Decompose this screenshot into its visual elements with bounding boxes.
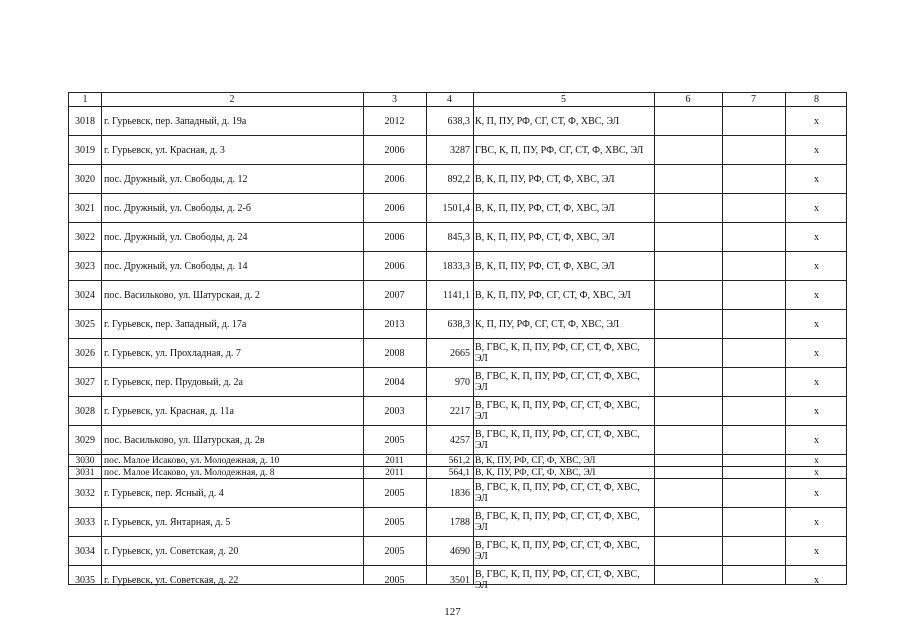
column-divider xyxy=(722,93,723,584)
cell-systems: В, К, П, ПУ, РФ, СТ, Ф, ХВС, ЭЛ xyxy=(475,260,615,272)
cell-num: 3020 xyxy=(75,173,95,185)
table-row xyxy=(69,339,846,367)
cell-col7 xyxy=(722,165,785,193)
cell-mark: х xyxy=(814,289,819,301)
cell-mark: х xyxy=(814,144,819,156)
column-header-7: 7 xyxy=(751,94,756,105)
cell-area: 1833,3 xyxy=(442,260,470,272)
cell-num: 3032 xyxy=(75,487,95,499)
cell-mark: х xyxy=(814,202,819,214)
cell-systems: В, К, П, ПУ, РФ, СГ, СТ, Ф, ХВС, ЭЛ xyxy=(475,289,631,301)
cell-num: 3021 xyxy=(75,202,95,214)
cell-address: г. Гурьевск, пер. Прудовый, д. 2а xyxy=(104,376,243,388)
column-divider xyxy=(654,93,655,584)
cell-year: 2007 xyxy=(384,289,405,301)
cell-area: 845,3 xyxy=(447,231,470,243)
cell-area: 564,1 xyxy=(448,467,470,478)
cell-area: 638,3 xyxy=(447,318,470,330)
table-row xyxy=(69,368,846,396)
cell-col7 xyxy=(722,479,785,507)
cell-mark: х xyxy=(814,434,819,446)
cell-address: пос. Малое Исаково, ул. Молодежная, д. 8 xyxy=(104,467,275,478)
cell-mark: х xyxy=(814,574,819,586)
cell-col7 xyxy=(722,467,785,478)
table-row xyxy=(69,165,846,193)
cell-area: 561,2 xyxy=(448,455,470,466)
cell-area: 4690 xyxy=(450,545,470,557)
column-divider xyxy=(785,93,786,584)
cell-mark: х xyxy=(814,260,819,272)
cell-systems: В, ГВС, К, П, ПУ, РФ, СГ, СТ, Ф, ХВС, ЭЛ xyxy=(475,342,640,364)
cell-col6 xyxy=(654,107,722,135)
cell-col6 xyxy=(654,165,722,193)
cell-num: 3023 xyxy=(75,260,95,272)
cell-num: 3030 xyxy=(75,455,95,466)
cell-address: г. Гурьевск, ул. Советская, д. 22 xyxy=(104,574,239,586)
table-row xyxy=(69,252,846,280)
cell-col7 xyxy=(722,252,785,280)
cell-col6 xyxy=(654,194,722,222)
cell-area: 4257 xyxy=(450,434,470,446)
cell-col6 xyxy=(654,537,722,565)
cell-systems: В, ГВС, К, П, ПУ, РФ, СГ, СТ, Ф, ХВС, ЭЛ xyxy=(475,371,640,393)
cell-mark: х xyxy=(814,115,819,127)
cell-num: 3029 xyxy=(75,434,95,446)
cell-year: 2006 xyxy=(384,202,405,214)
cell-num: 3028 xyxy=(75,405,95,417)
cell-address: пос. Дружный, ул. Свободы, д. 2-б xyxy=(104,202,251,214)
cell-area: 638,3 xyxy=(447,115,470,127)
cell-systems: В, ГВС, К, П, ПУ, РФ, СГ, СТ, Ф, ХВС, ЭЛ xyxy=(475,511,640,533)
cell-mark: х xyxy=(814,516,819,528)
cell-mark: х xyxy=(814,376,819,388)
cell-area: 3501 xyxy=(450,574,470,586)
table-row xyxy=(69,194,846,222)
cell-col6 xyxy=(654,339,722,367)
cell-col6 xyxy=(654,281,722,309)
cell-systems: В, К, П, ПУ, РФ, СТ, Ф, ХВС, ЭЛ xyxy=(475,173,615,185)
cell-mark: х xyxy=(814,347,819,359)
cell-num: 3026 xyxy=(75,347,95,359)
cell-address: пос. Дружный, ул. Свободы, д. 12 xyxy=(104,173,248,185)
cell-col7 xyxy=(722,136,785,164)
cell-systems: К, П, ПУ, РФ, СГ, СТ, Ф, ХВС, ЭЛ xyxy=(475,115,620,127)
cell-mark: х xyxy=(814,455,819,466)
page-number: 127 xyxy=(444,606,461,618)
cell-col7 xyxy=(722,397,785,425)
column-header-3: 3 xyxy=(392,94,397,105)
cell-systems: В, ГВС, К, П, ПУ, РФ, СГ, СТ, Ф, ХВС, ЭЛ xyxy=(475,400,640,422)
column-divider xyxy=(363,93,364,584)
cell-year: 2005 xyxy=(384,434,405,446)
cell-year: 2005 xyxy=(384,516,405,528)
table-row xyxy=(69,281,846,309)
cell-address: г. Гурьевск, пер. Западный, д. 19а xyxy=(104,115,247,127)
cell-address: пос. Васильково, ул. Шатурская, д. 2в xyxy=(104,434,265,446)
cell-area: 2217 xyxy=(450,405,470,417)
cell-year: 2013 xyxy=(384,318,405,330)
cell-num: 3027 xyxy=(75,376,95,388)
cell-address: г. Гурьевск, ул. Красная, д. 11а xyxy=(104,405,234,417)
table-row xyxy=(69,426,846,454)
table-row xyxy=(69,455,846,466)
column-header-1: 1 xyxy=(82,94,88,105)
cell-area: 2665 xyxy=(450,347,470,359)
cell-year: 2011 xyxy=(385,467,404,478)
table-row xyxy=(69,467,846,478)
column-divider xyxy=(101,93,102,584)
cell-col7 xyxy=(722,426,785,454)
table-row xyxy=(69,397,846,425)
cell-col6 xyxy=(654,426,722,454)
cell-systems: В, К, ПУ, РФ, СГ, Ф, ХВС, ЭЛ xyxy=(475,467,596,478)
cell-address: пос. Малое Исаково, ул. Молодежная, д. 10 xyxy=(104,455,280,466)
column-divider xyxy=(473,93,474,584)
cell-mark: х xyxy=(814,487,819,499)
table-row xyxy=(69,310,846,338)
cell-year: 2006 xyxy=(384,173,405,185)
cell-num: 3033 xyxy=(75,516,95,528)
cell-area: 1788 xyxy=(450,516,470,528)
cell-area: 1141,1 xyxy=(442,289,470,301)
cell-systems: В, К, П, ПУ, РФ, СТ, Ф, ХВС, ЭЛ xyxy=(475,231,615,243)
cell-year: 2003 xyxy=(384,405,405,417)
cell-col7 xyxy=(722,194,785,222)
cell-mark: х xyxy=(814,545,819,557)
cell-address: г. Гурьевск, ул. Янтарная, д. 5 xyxy=(104,516,231,528)
column-header-6: 6 xyxy=(685,94,691,105)
cell-col6 xyxy=(654,508,722,536)
cell-year: 2005 xyxy=(384,487,405,499)
cell-year: 2005 xyxy=(384,545,405,557)
cell-col6 xyxy=(654,455,722,466)
table-row xyxy=(69,136,846,164)
cell-systems: В, ГВС, К, П, ПУ, РФ, СГ, СТ, Ф, ХВС, ЭЛ xyxy=(475,429,640,451)
table-row xyxy=(69,479,846,507)
cell-num: 3035 xyxy=(75,574,95,586)
cell-col7 xyxy=(722,566,785,594)
cell-systems: В, ГВС, К, П, ПУ, РФ, СГ, СТ, Ф, ХВС, ЭЛ xyxy=(475,569,640,591)
cell-col7 xyxy=(722,281,785,309)
cell-col7 xyxy=(722,508,785,536)
column-header-5: 5 xyxy=(561,94,566,105)
cell-col7 xyxy=(722,368,785,396)
cell-year: 2006 xyxy=(384,231,405,243)
cell-mark: х xyxy=(814,231,819,243)
cell-col7 xyxy=(722,223,785,251)
table-row xyxy=(69,537,846,565)
housing-register-table xyxy=(68,92,847,591)
cell-address: г. Гурьевск, ул. Красная, д. 3 xyxy=(104,144,225,156)
column-header-4: 4 xyxy=(447,94,452,105)
cell-mark: х xyxy=(814,467,819,478)
cell-mark: х xyxy=(814,405,819,417)
cell-address: г. Гурьевск, пер. Ясный, д. 4 xyxy=(104,487,224,499)
cell-col6 xyxy=(654,252,722,280)
cell-col7 xyxy=(722,339,785,367)
cell-address: г. Гурьевск, ул. Прохладная, д. 7 xyxy=(104,347,241,359)
cell-year: 2005 xyxy=(384,574,405,586)
cell-systems: В, ГВС, К, П, ПУ, РФ, СГ, СТ, Ф, ХВС, ЭЛ xyxy=(475,540,640,562)
cell-col6 xyxy=(654,310,722,338)
cell-systems: В, К, П, ПУ, РФ, СТ, Ф, ХВС, ЭЛ xyxy=(475,202,615,214)
cell-systems: В, ГВС, К, П, ПУ, РФ, СГ, СТ, Ф, ХВС, ЭЛ xyxy=(475,482,640,504)
cell-num: 3019 xyxy=(75,144,95,156)
table-row xyxy=(69,223,846,251)
cell-mark: х xyxy=(814,173,819,185)
cell-num: 3024 xyxy=(75,289,95,301)
cell-num: 3031 xyxy=(75,467,95,478)
cell-year: 2012 xyxy=(384,115,405,127)
cell-systems: В, К, ПУ, РФ, СГ, Ф, ХВС, ЭЛ xyxy=(475,455,596,466)
cell-year: 2008 xyxy=(384,347,405,359)
cell-col6 xyxy=(654,566,722,594)
cell-systems: ГВС, К, П, ПУ, РФ, СГ, СТ, Ф, ХВС, ЭЛ xyxy=(475,144,644,156)
cell-year: 2006 xyxy=(384,260,405,272)
cell-area: 892,2 xyxy=(447,173,470,185)
cell-num: 3018 xyxy=(75,115,95,127)
cell-area: 3287 xyxy=(450,144,470,156)
cell-col7 xyxy=(722,537,785,565)
table-row xyxy=(69,107,846,135)
column-divider xyxy=(426,93,427,584)
table-row xyxy=(69,508,846,536)
cell-num: 3022 xyxy=(75,231,95,243)
cell-col6 xyxy=(654,479,722,507)
cell-year: 2004 xyxy=(384,376,405,388)
cell-num: 3025 xyxy=(75,318,95,330)
cell-col7 xyxy=(722,455,785,466)
cell-address: пос. Дружный, ул. Свободы, д. 14 xyxy=(104,260,248,272)
cell-num: 3034 xyxy=(75,545,95,557)
cell-col7 xyxy=(722,107,785,135)
cell-mark: х xyxy=(814,318,819,330)
cell-col6 xyxy=(654,397,722,425)
cell-address: г. Гурьевск, ул. Советская, д. 20 xyxy=(104,545,239,557)
column-header-2: 2 xyxy=(229,94,235,105)
cell-col6 xyxy=(654,223,722,251)
cell-address: пос. Васильково, ул. Шатурская, д. 2 xyxy=(104,289,260,301)
cell-systems: К, П, ПУ, РФ, СГ, СТ, Ф, ХВС, ЭЛ xyxy=(475,318,620,330)
cell-col6 xyxy=(654,467,722,478)
cell-area: 970 xyxy=(455,376,470,388)
cell-area: 1501,4 xyxy=(442,202,470,214)
cell-col6 xyxy=(654,368,722,396)
column-header-8: 8 xyxy=(814,94,819,105)
cell-year: 2011 xyxy=(385,455,404,466)
cell-col7 xyxy=(722,310,785,338)
cell-year: 2006 xyxy=(384,144,405,156)
cell-area: 1836 xyxy=(450,487,470,499)
cell-address: пос. Дружный, ул. Свободы, д. 24 xyxy=(104,231,248,243)
cell-col6 xyxy=(654,136,722,164)
table-row xyxy=(69,566,846,594)
cell-address: г. Гурьевск, пер. Западный, д. 17а xyxy=(104,318,247,330)
